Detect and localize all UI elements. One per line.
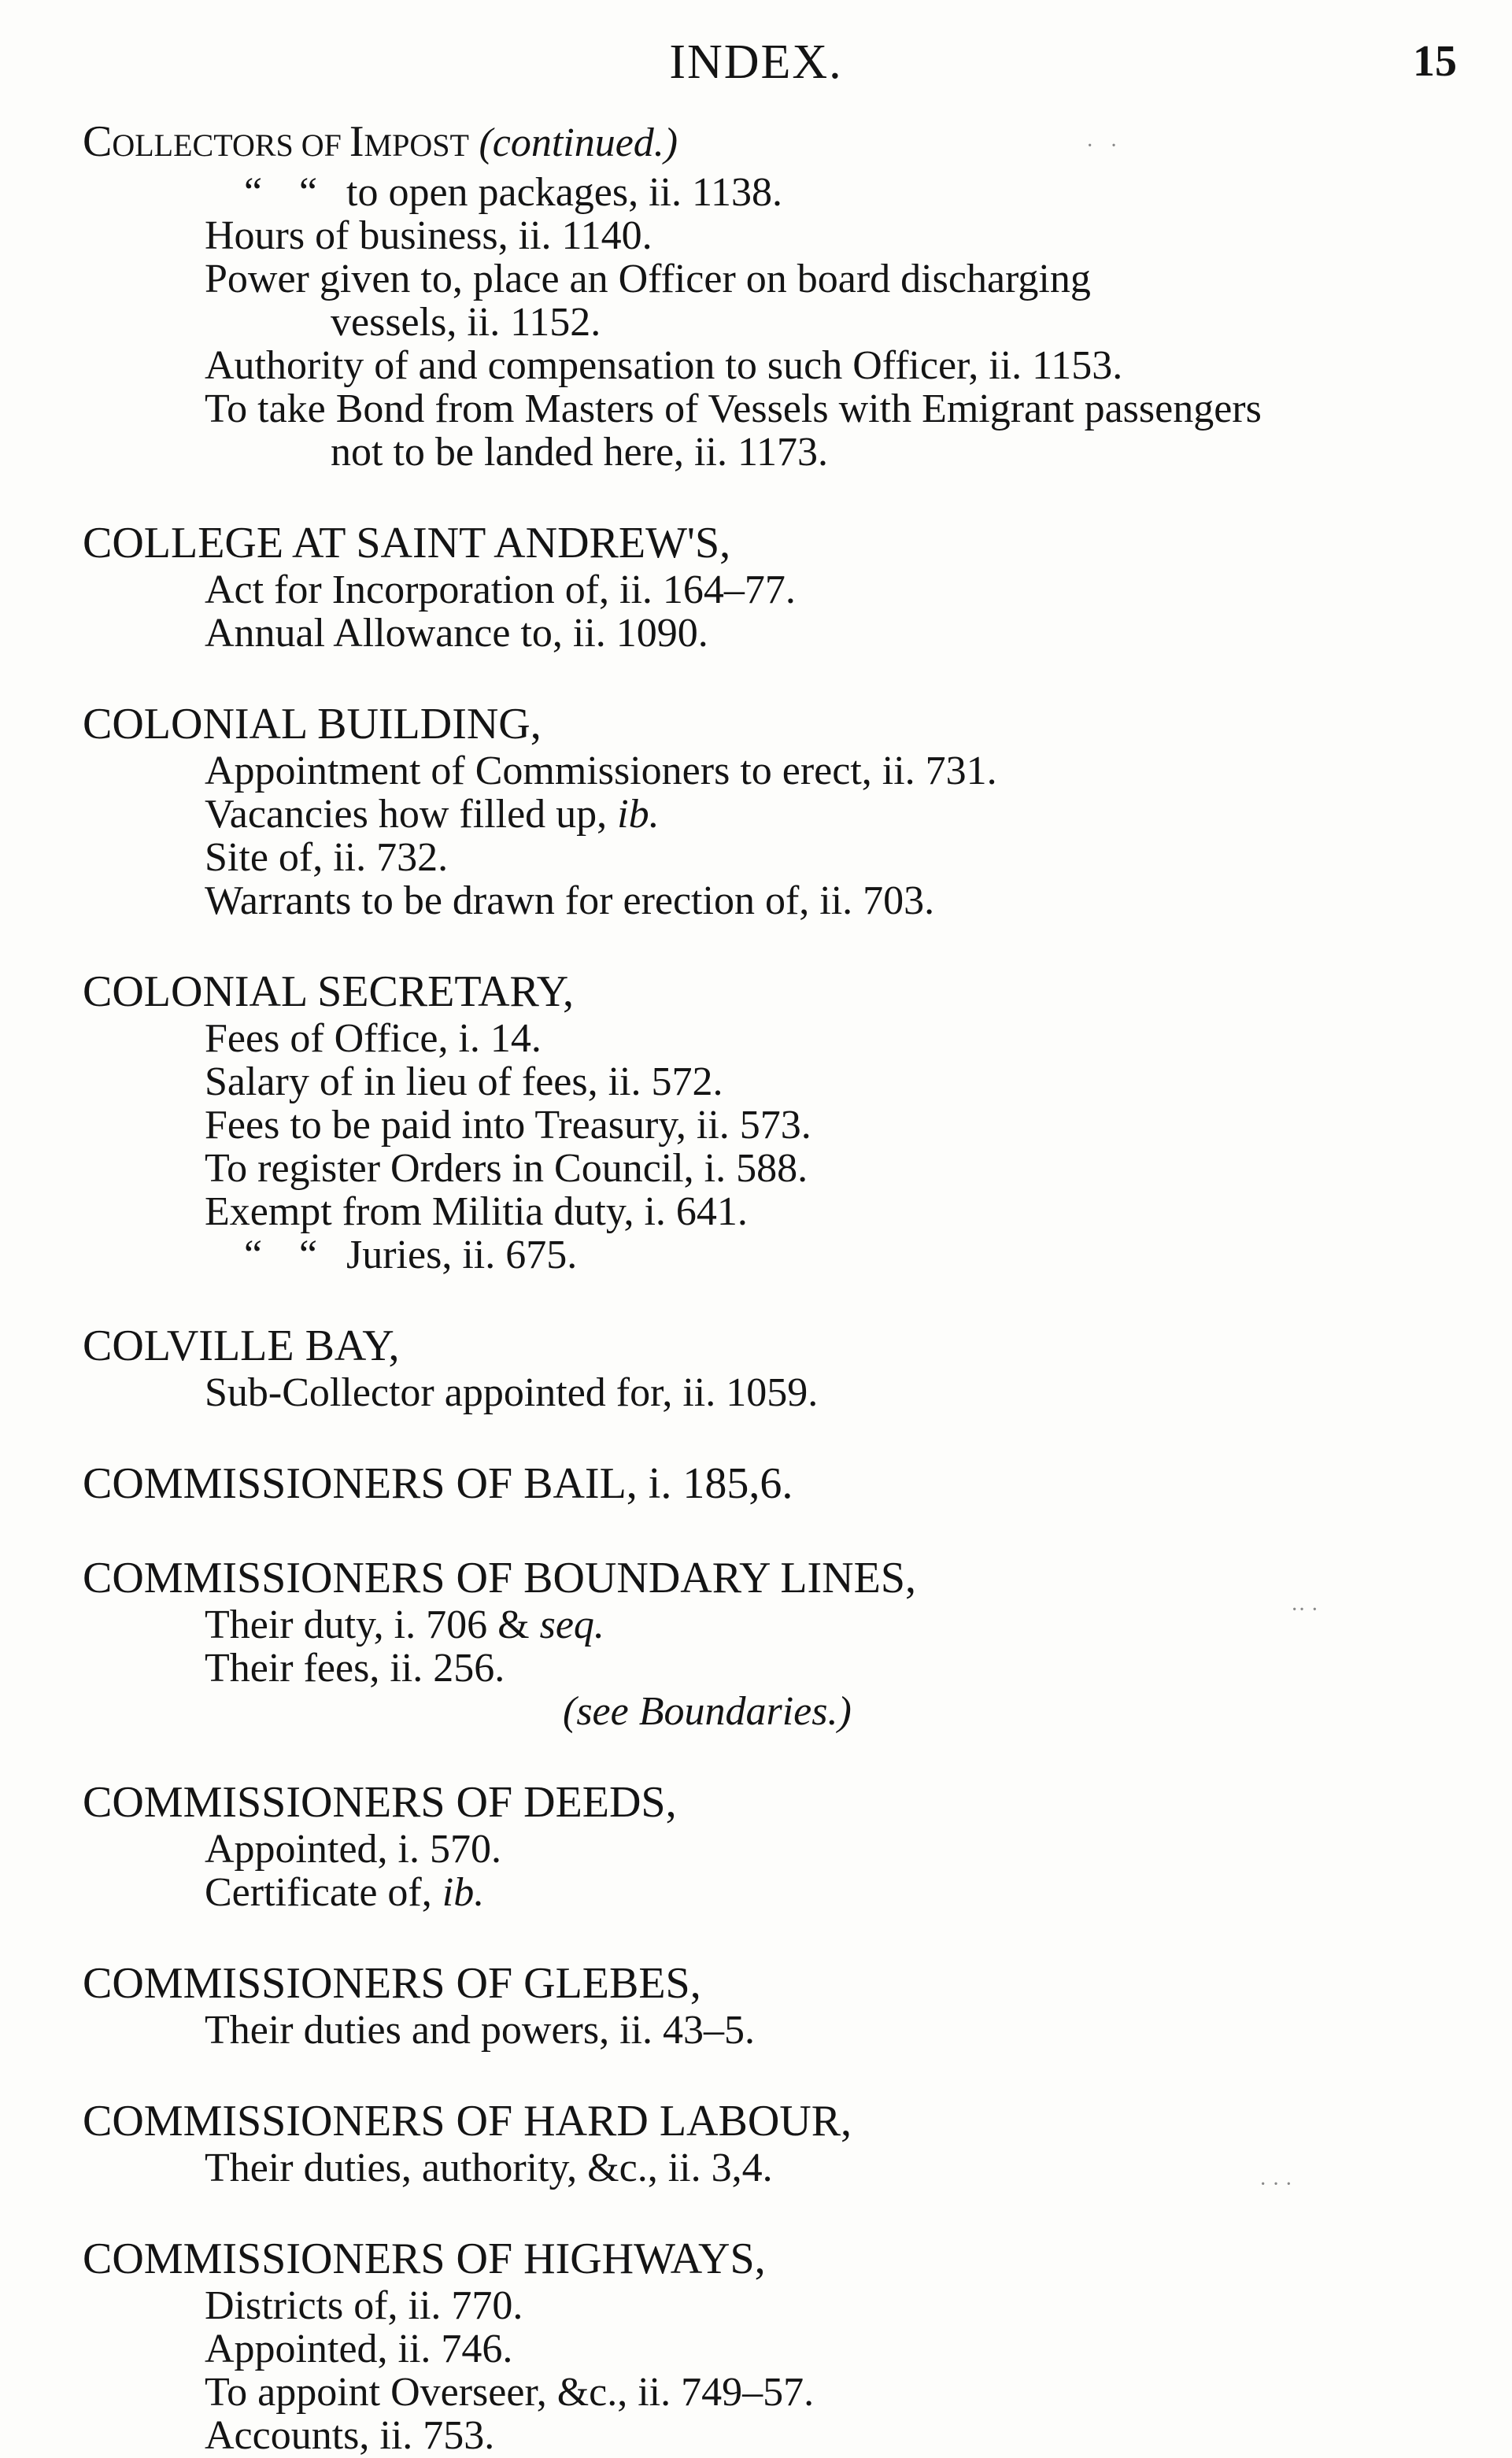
entry-line-continuation: not to be landed here, ii. 1173. — [331, 430, 829, 475]
entry-line — [83, 793, 1468, 836]
entry-line: Exempt from Militia duty, i. 641. — [205, 1189, 748, 1234]
ditto-mark: “ — [299, 1233, 318, 1277]
entry-heading: COMMISSIONERS OF HIGHWAYS, — [83, 2234, 766, 2283]
entry-line: To register Orders in Council, i. 588. — [205, 1146, 808, 1191]
entry-line: Their duties, authority, &c., ii. 3,4. — [205, 2146, 773, 2190]
index-entry — [83, 967, 1468, 1277]
entry-line: Salary of in lieu of fees, ii. 572. — [205, 1059, 723, 1104]
entry-heading: COMMISSIONERS OF HARD LABOUR, — [83, 2097, 852, 2146]
index-entry — [83, 1321, 1468, 1414]
entry-line: Their duties and powers, ii. 43–5. — [205, 2008, 755, 2053]
print-speck: · · — [1086, 134, 1118, 158]
continued-note: (continued.) — [479, 120, 678, 165]
index-entry — [83, 1777, 1468, 1914]
page-number: 15 — [1413, 37, 1457, 86]
ditto-mark: “ — [244, 1233, 263, 1277]
entry-line: Accounts, ii. 753. — [205, 2413, 495, 2458]
index-content — [83, 116, 1468, 2457]
entry-line: Warrants to be drawn for erection of, ii. 703. — [205, 878, 935, 923]
index-entry — [83, 116, 1468, 474]
entry-line: Fees to be paid into Treasury, ii. 573. — [205, 1103, 811, 1148]
entry-line: Appointment of Commissioners to erect, ii. 731. — [205, 748, 997, 793]
entry-line: Their fees, ii. 256. — [205, 1646, 505, 1691]
entry-line: Site of, ii. 732. — [205, 835, 449, 880]
entry-line: Sub-Collector appointed for, ii. 1059. — [205, 1370, 819, 1415]
entry-line — [83, 1603, 1468, 1647]
entry-line: Fees of Office, i. 14. — [205, 1016, 542, 1061]
heading-smallcaps: MPOST — [364, 128, 469, 163]
print-speck: ·· · — [1291, 1598, 1318, 1622]
entry-line: Appointed, ii. 746. — [205, 2327, 513, 2371]
ibid-reference: ib. — [442, 1870, 485, 1915]
entry-heading: COMMISSIONERS OF BAIL, i. 185,6. — [83, 1459, 793, 1508]
entry-line: To take Bond from Masters of Vessels with Emigrant passengers — [205, 386, 1262, 431]
index-entry — [83, 1958, 1468, 2052]
ditto-mark: “ — [299, 170, 318, 215]
entry-line: To appoint Overseer, &c., ii. 749–57. — [205, 2370, 815, 2415]
entry-line: Districts of, ii. 770. — [205, 2283, 523, 2328]
print-speck: · · · — [1259, 2172, 1292, 2197]
entry-line: Power given to, place an Officer on board discharging — [205, 257, 1091, 301]
entry-line-text: Juries, ii. 675. — [346, 1233, 578, 1277]
running-header: INDEX. — [669, 35, 843, 89]
entry-line — [83, 171, 1468, 214]
seq-reference: seq. — [539, 1602, 604, 1647]
heading-initial: C — [83, 117, 113, 166]
entry-heading: COLLEGE AT SAINT ANDREW'S, — [83, 519, 731, 567]
ditto-mark: “ — [244, 170, 263, 215]
entry-heading: COLONIAL SECRETARY, — [83, 967, 575, 1016]
entry-line: Appointed, i. 570. — [205, 1827, 501, 1872]
entry-heading: COLONIAL BUILDING, — [83, 700, 542, 748]
entry-line: Authority of and compensation to such Officer, ii. 1153. — [205, 343, 1123, 388]
entry-line-text: Vacancies how filled up, — [205, 792, 618, 837]
entry-heading: COMMISSIONERS OF BOUNDARY LINES, — [83, 1554, 916, 1602]
entry-line-text: Their duty, i. 706 & — [205, 1602, 540, 1647]
index-entry — [83, 699, 1468, 922]
index-entry — [83, 2234, 1468, 2457]
entry-heading — [83, 116, 1468, 171]
heading-initial: I — [349, 117, 364, 166]
entry-line-text: to open packages, ii. 1138. — [346, 170, 783, 215]
heading-smallcaps: OLLECTORS OF — [112, 128, 349, 163]
index-entry — [83, 1553, 1468, 1733]
entry-heading: COMMISSIONERS OF GLEBES, — [83, 1959, 701, 2008]
entry-line: Annual Allowance to, ii. 1090. — [205, 611, 708, 656]
index-entry — [83, 518, 1468, 655]
index-entry — [83, 1458, 1468, 1509]
entry-line: Act for Incorporation of, ii. 164–77. — [205, 567, 796, 612]
entry-line-text: Certificate of, — [205, 1870, 442, 1915]
entry-line — [83, 1871, 1468, 1914]
entry-line: Hours of business, ii. 1140. — [205, 213, 652, 258]
cross-reference: (see Boundaries.) — [563, 1689, 852, 1734]
entry-line — [83, 1233, 1468, 1277]
entry-heading: COMMISSIONERS OF DEEDS, — [83, 1778, 677, 1827]
ibid-reference: ib. — [617, 792, 660, 837]
entry-heading: COLVILLE BAY, — [83, 1321, 400, 1370]
entry-line-continuation: vessels, ii. 1152. — [331, 300, 601, 345]
